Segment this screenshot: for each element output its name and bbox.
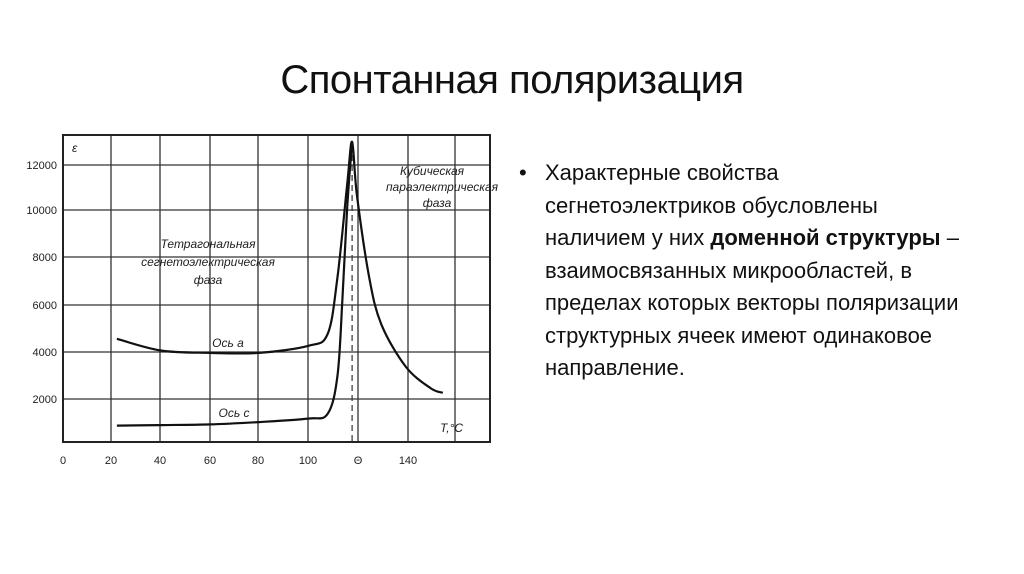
bullet-text-end: – взаимосвязанных микрообластей, в пределах которых векторы поляризации структурных ячеек имеют одинаковое направление. bbox=[545, 225, 959, 380]
x-axis-label: T,°C bbox=[440, 421, 464, 435]
y-tick-label: 6000 bbox=[32, 300, 57, 312]
y-tick-label: 2000 bbox=[32, 394, 57, 406]
cubic-phase-label: Кубическая bbox=[399, 164, 465, 178]
y-tick-label: 8000 bbox=[32, 252, 57, 264]
y-tick-label: 4000 bbox=[32, 347, 57, 359]
cubic-phase-label: фаза bbox=[422, 196, 452, 210]
series-label: Ось a bbox=[212, 336, 244, 350]
x-tick-label: 0 bbox=[59, 455, 67, 467]
permittivity-chart bbox=[0, 125, 500, 470]
bullet-dot: • bbox=[519, 160, 527, 185]
tetragonal-phase-label: Тетрагональная bbox=[160, 237, 256, 251]
y-tick-label: 10000 bbox=[26, 205, 57, 217]
x-tick-label: 20 bbox=[104, 455, 118, 467]
tetragonal-phase-label: сегнетоэлектрическая bbox=[141, 255, 275, 269]
x-tick-label: 100 bbox=[298, 455, 318, 467]
axis-c-curve bbox=[117, 142, 352, 426]
tetragonal-phase-label: фаза bbox=[193, 273, 223, 287]
cubic-phase-label: параэлектрическая bbox=[385, 180, 499, 194]
bullet-text-start: Характерные свойства сегнетоэлектриков обусловлены наличием у них bbox=[545, 160, 878, 250]
chart-labels bbox=[26, 141, 498, 467]
x-tick-label: 60 bbox=[203, 455, 217, 467]
bullet-item bbox=[545, 157, 959, 385]
y-tick-label: 12000 bbox=[26, 160, 57, 172]
x-tick-label: 140 bbox=[398, 455, 418, 467]
x-tick-label: 80 bbox=[251, 455, 265, 467]
x-tick-label: Θ bbox=[353, 455, 363, 467]
series-label: Ось c bbox=[218, 406, 250, 420]
slide-title: Спонтанная поляризация bbox=[280, 58, 744, 102]
bullet-text-bold: доменной структуры bbox=[710, 225, 941, 250]
x-tick-label: 40 bbox=[153, 455, 167, 467]
y-axis-label: ε bbox=[72, 141, 78, 155]
